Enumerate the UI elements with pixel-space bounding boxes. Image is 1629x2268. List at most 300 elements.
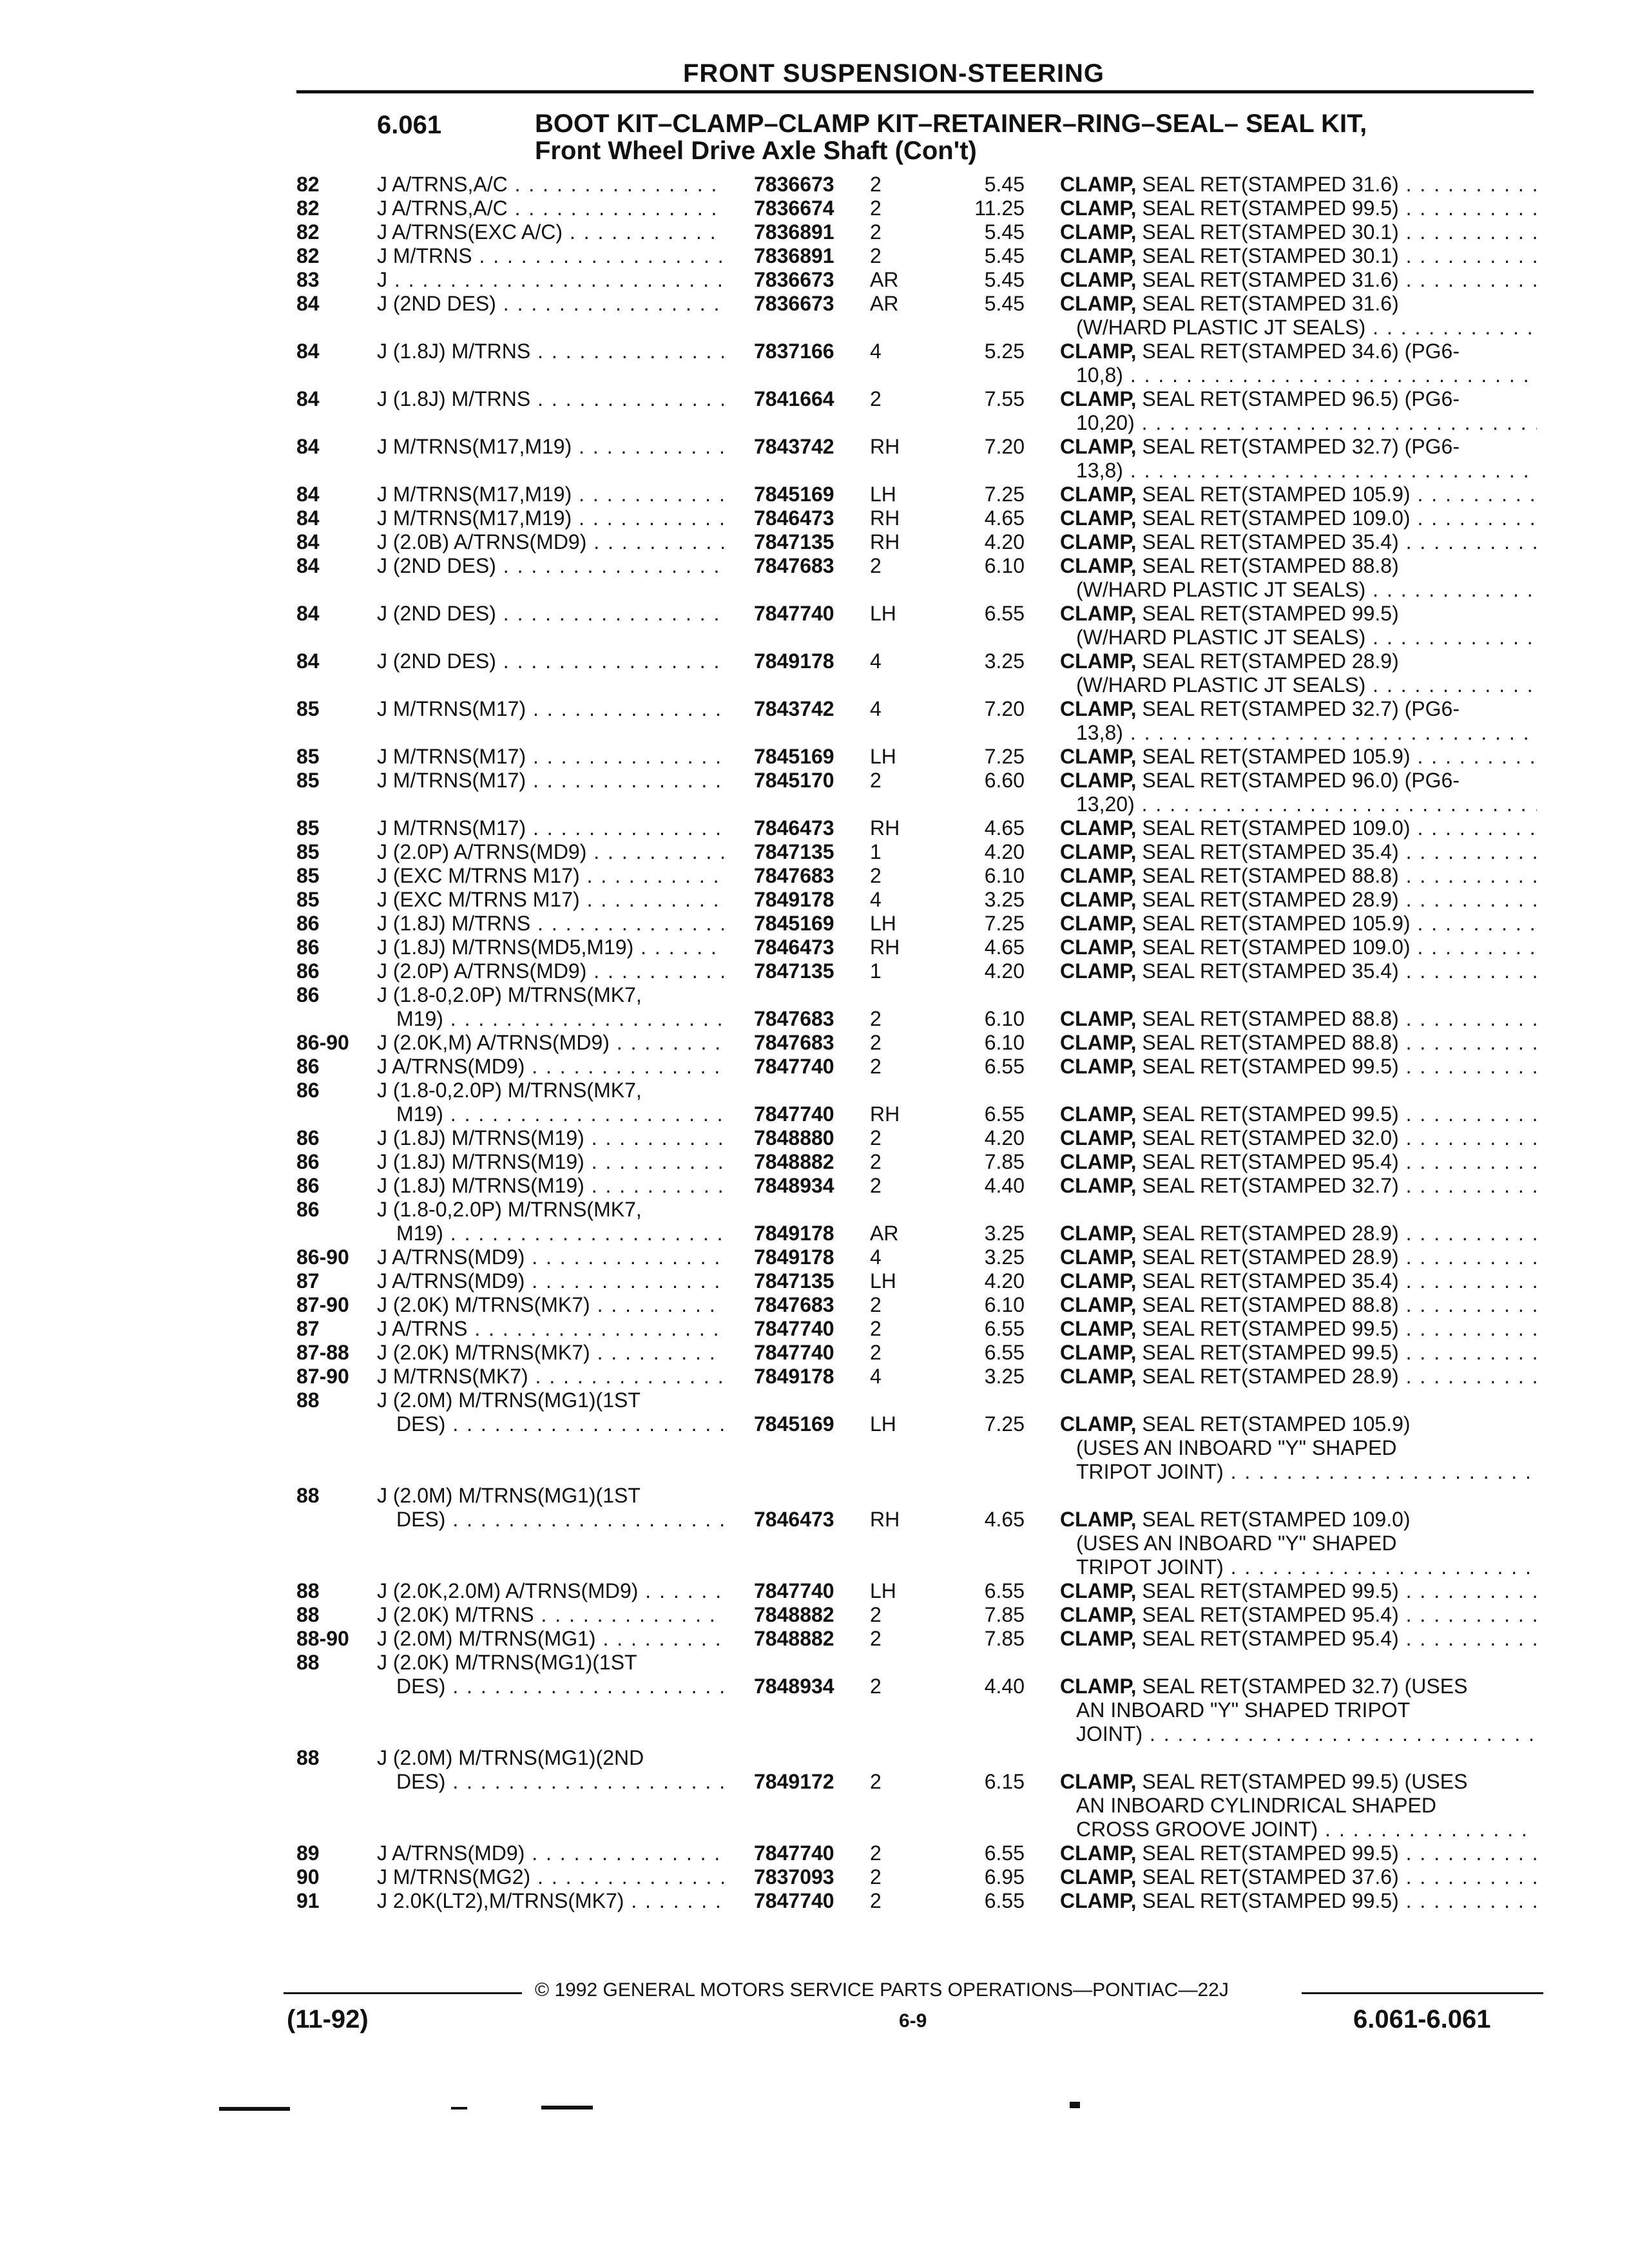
class-description [1060,1007,1537,1031]
ref-number: 91 [296,1889,320,1912]
quantity: AR [870,268,899,291]
description-line: J A/TRNS(MD9) . . . [377,1245,724,1269]
application-description [377,602,724,626]
ref-number: 85 [296,745,320,768]
class-description [1060,1627,1537,1651]
description-line: J (2.0B) A/TRNS(MD9) . . . [377,530,724,554]
class-description [1060,340,1537,387]
table-row [0,697,1629,745]
part-number: 7847740 [754,1317,834,1340]
ref-number: 88 [296,1746,320,1769]
class-line: CLAMP, SEAL RET(STAMPED 99.5) . . . [1060,1102,1537,1126]
price: 3.25 [984,1365,1025,1388]
part-number: 7836891 [754,244,834,267]
section-number: 6.061 [377,111,442,139]
part-number: 7847740 [754,1055,834,1078]
quantity: 2 [870,1007,882,1030]
ref-number: 86 [296,1079,320,1102]
description-line: J (1.8J) M/TRNS(M19) . . . [377,1150,724,1174]
ref-number: 86 [296,1198,320,1221]
part-number: 7836673 [754,173,834,196]
footer-rule-right [1302,1992,1543,1994]
price: 6.55 [984,602,1025,625]
quantity: 2 [870,1126,882,1149]
class-line: CLAMP, SEAL RET(STAMPED 109.0) . . . [1060,506,1537,530]
class-description [1060,483,1537,506]
part-number: 7847740 [754,1579,834,1602]
price: 6.55 [984,1341,1025,1364]
class-line: CLAMP, SEAL RET(STAMPED 99.5) . . . [1060,1889,1537,1913]
price: 4.65 [984,816,1025,840]
part-number: 7845170 [754,769,834,792]
table-row [0,1293,1629,1317]
part-number: 7847740 [754,1841,834,1865]
application-description [377,864,724,888]
part-number: 7846473 [754,936,834,959]
class-line: (W/HARD PLASTIC JT SEALS) . . . [1060,578,1537,602]
class-line: (W/HARD PLASTIC JT SEALS) . . . [1060,673,1537,697]
part-number: 7836673 [754,268,834,291]
footer-section-range: 6.061-6.061 [1353,2005,1491,2033]
description-line: J (1.8J) M/TRNS . . . [377,340,724,363]
application-description [377,1269,724,1293]
quantity: LH [870,602,896,625]
description-line: J (1.8-0,2.0P) M/TRNS(MK7, [377,983,642,1006]
description-line: J (2ND DES) . . . [377,602,724,626]
table-row [0,912,1629,936]
ref-number: 87-88 [296,1341,349,1364]
description-line: J (2.0K) M/TRNS(MG1)(1ST [377,1651,637,1674]
ref-number: 86 [296,1126,320,1149]
class-line: (W/HARD PLASTIC JT SEALS) . . . [1060,316,1537,340]
class-line: CLAMP, SEAL RET(STAMPED 28.9) [1060,649,1399,673]
quantity: 2 [870,220,882,244]
part-number: 7847740 [754,1341,834,1364]
class-description [1060,1102,1537,1126]
description-line: J (2.0K) M/TRNS(MK7) . . . [377,1293,724,1317]
price: 4.20 [984,1269,1025,1293]
table-row [0,1126,1629,1150]
application-description [377,340,724,363]
ref-number: 85 [296,864,320,887]
quantity: RH [870,816,900,840]
class-line: (W/HARD PLASTIC JT SEALS) . . . [1060,626,1537,649]
part-number: 7847135 [754,959,834,983]
part-number: 7849178 [754,1245,834,1269]
ref-number: 88 [296,1651,320,1674]
description-line: J (2ND DES) . . . [377,554,724,578]
application-description [377,1365,724,1389]
application-description [377,1174,724,1198]
price: 4.65 [984,936,1025,959]
part-number: 7837093 [754,1865,834,1888]
price: 6.55 [984,1317,1025,1340]
class-description [1060,530,1537,554]
ref-number: 88 [296,1484,320,1507]
class-line: 10,8) . . . [1060,363,1537,387]
quantity: 2 [870,1841,882,1865]
class-description [1060,244,1537,268]
table-row [0,1865,1629,1889]
application-description [377,292,724,316]
table-row [0,840,1629,864]
description-line: J M/TRNS(M17,M19) . . . [377,483,724,506]
description-line: J (2.0K,2.0M) A/TRNS(MD9) . . . [377,1579,724,1603]
class-description [1060,840,1537,864]
application-description [377,1079,724,1126]
footer-rule-left [284,1992,522,1994]
description-line: J M/TRNS(MK7) . . . [377,1365,724,1389]
price: 5.45 [984,173,1025,196]
class-line: CLAMP, SEAL RET(STAMPED 88.8) . . . [1060,1031,1537,1055]
application-description [377,1579,724,1603]
description-line: J (2ND DES) . . . [377,649,724,673]
quantity: AR [870,1222,899,1245]
quantity: LH [870,912,896,935]
price: 6.60 [984,769,1025,792]
price: 7.20 [984,435,1025,458]
quantity: 2 [870,1341,882,1364]
class-line: (USES AN INBOARD "Y" SHAPED [1076,1436,1397,1459]
ref-number: 87 [296,1269,320,1293]
price: 6.10 [984,1007,1025,1030]
part-number: 7847135 [754,840,834,863]
table-row [0,268,1629,292]
ref-number: 88-90 [296,1627,349,1650]
class-description [1060,1412,1537,1484]
part-number: 7848882 [754,1627,834,1650]
table-row [0,1341,1629,1365]
table-row [0,1031,1629,1055]
price: 7.85 [984,1150,1025,1173]
ref-number: 86 [296,959,320,983]
part-number: 7849178 [754,649,834,673]
price: 5.45 [984,292,1025,315]
table-row [0,745,1629,769]
class-line: CROSS GROOVE JOINT) . . . [1060,1818,1537,1841]
application-description [377,1841,724,1865]
part-number: 7846473 [754,506,834,530]
class-description [1060,1317,1537,1341]
description-line: J M/TRNS(M17) . . . [377,769,724,793]
class-description [1060,1865,1537,1889]
application-description [377,483,724,506]
price: 4.65 [984,1508,1025,1531]
description-line: J (EXC M/TRNS M17) . . . [377,864,724,888]
class-description [1060,387,1537,435]
description-line: J (2.0M) M/TRNS(MG1)(2ND [377,1746,644,1769]
application-description [377,840,724,864]
class-line: CLAMP, SEAL RET(STAMPED 99.5) . . . [1060,1341,1537,1365]
class-description [1060,936,1537,959]
table-row [0,554,1629,602]
class-line: CLAMP, SEAL RET(STAMPED 105.9) [1060,1412,1411,1436]
part-number: 7845169 [754,912,834,935]
application-description [377,435,724,459]
class-line: CLAMP, SEAL RET(STAMPED 28.9) . . . [1060,1365,1537,1389]
class-description [1060,1341,1537,1365]
part-number: 7848934 [754,1675,834,1698]
quantity: RH [870,435,900,458]
description-line: M19) . . . [377,1222,724,1245]
quantity: LH [870,745,896,768]
quantity: 2 [870,387,882,410]
ref-number: 86-90 [296,1031,349,1054]
description-line: DES) . . . [377,1508,724,1532]
quantity: 2 [870,1770,882,1793]
ref-number: 84 [296,649,320,673]
price: 6.10 [984,554,1025,577]
class-description [1060,197,1537,220]
part-number: 7847683 [754,1007,834,1030]
price: 7.85 [984,1603,1025,1626]
description-line: M19) . . . [377,1007,724,1031]
footer-page-number: 6-9 [899,2010,927,2032]
quantity: 2 [870,1603,882,1626]
ref-number: 86 [296,1055,320,1078]
part-number: 7843742 [754,697,834,720]
table-row [0,888,1629,912]
part-number: 7845169 [754,1412,834,1436]
ref-number: 84 [296,506,320,530]
class-description [1060,602,1537,649]
quantity: 4 [870,1365,882,1388]
description-line: J A/TRNS(MD9) . . . [377,1269,724,1293]
table-row [0,1079,1629,1126]
price: 4.65 [984,506,1025,530]
class-line: CLAMP, SEAL RET(STAMPED 35.4) . . . [1060,840,1537,864]
application-description [377,1245,724,1269]
class-description [1060,912,1537,936]
application-description [377,1746,724,1794]
price: 7.25 [984,912,1025,935]
price: 6.95 [984,1865,1025,1888]
application-description [377,1293,724,1317]
price: 3.25 [984,649,1025,673]
class-description [1060,220,1537,244]
description-line: J (1.8J) M/TRNS(M19) . . . [377,1126,724,1150]
part-number: 7843742 [754,435,834,458]
quantity: 2 [870,197,882,220]
price: 7.85 [984,1627,1025,1650]
table-row [0,244,1629,268]
table-row [0,1055,1629,1079]
ref-number: 86 [296,983,320,1006]
ref-number: 85 [296,697,320,720]
price: 7.25 [984,1412,1025,1436]
quantity: 4 [870,697,882,720]
ref-number: 86 [296,912,320,935]
class-line: CLAMP, SEAL RET(STAMPED 34.6) (PG6- [1060,340,1460,363]
part-number: 7845169 [754,483,834,506]
table-row [0,1269,1629,1293]
quantity: 2 [870,173,882,196]
description-line: DES) . . . [377,1770,724,1794]
class-description [1060,292,1537,340]
table-row [0,1627,1629,1651]
application-description [377,197,724,220]
table-row [0,292,1629,340]
table-row [0,769,1629,816]
price: 3.25 [984,1245,1025,1269]
table-row [0,1651,1629,1746]
table-row [0,1579,1629,1603]
quantity: RH [870,936,900,959]
description-line: J M/TRNS(M17) . . . [377,697,724,721]
description-line: DES) . . . [377,1412,724,1436]
price: 5.25 [984,340,1025,363]
ref-number: 84 [296,530,320,553]
class-line: 13,8) . . . [1060,459,1537,483]
class-line: 10,20) . . . [1060,411,1537,435]
ref-number: 87-90 [296,1365,349,1388]
application-description [377,888,724,912]
price: 4.20 [984,840,1025,863]
table-row [0,435,1629,483]
ref-number: 85 [296,840,320,863]
class-line: CLAMP, SEAL RET(STAMPED 31.6) [1060,292,1399,315]
description-line: J (2.0M) M/TRNS(MG1)(1ST [377,1484,641,1507]
table-row [0,220,1629,244]
class-line: CLAMP, SEAL RET(STAMPED 105.9) . . . [1060,912,1537,936]
class-description [1060,1603,1537,1627]
price: 6.10 [984,1031,1025,1054]
table-row [0,602,1629,649]
application-description [377,1341,724,1365]
class-description [1060,769,1537,816]
class-line: CLAMP, SEAL RET(STAMPED 31.6) . . . [1060,173,1537,197]
class-description [1060,1245,1537,1269]
application-description [377,387,724,411]
table-row [0,483,1629,506]
table-row [0,1317,1629,1341]
ref-number: 84 [296,387,320,410]
class-description [1060,1365,1537,1389]
description-line: J (EXC M/TRNS M17) . . . [377,888,724,912]
table-row [0,1841,1629,1865]
description-line: J (1.8J) M/TRNS(MD5,M19) . . . [377,936,724,959]
class-line: CLAMP, SEAL RET(STAMPED 99.5) . . . [1060,1579,1537,1603]
part-number: 7847740 [754,1889,834,1912]
header-rule [296,90,1534,93]
table-row [0,1365,1629,1389]
part-number: 7849178 [754,1222,834,1245]
description-line: J (2.0K) M/TRNS(MK7) . . . [377,1341,724,1365]
class-line: CLAMP, SEAL RET(STAMPED 99.5) . . . [1060,1841,1537,1865]
class-line: CLAMP, SEAL RET(STAMPED 28.9) . . . [1060,1245,1537,1269]
class-line: CLAMP, SEAL RET(STAMPED 35.4) . . . [1060,530,1537,554]
quantity: 2 [870,1627,882,1650]
description-line: J M/TRNS(M17) . . . [377,816,724,840]
class-line: CLAMP, SEAL RET(STAMPED 99.5) . . . [1060,1317,1537,1341]
quantity: LH [870,483,896,506]
application-description [377,173,724,197]
price: 7.20 [984,697,1025,720]
parts-list [0,173,1629,1913]
class-line: CLAMP, SEAL RET(STAMPED 88.8) . . . [1060,864,1537,888]
class-description [1060,1269,1537,1293]
class-line: CLAMP, SEAL RET(STAMPED 30.1) . . . [1060,220,1537,244]
part-number: 7849178 [754,1365,834,1388]
scan-smudge [541,2106,593,2109]
application-description [377,912,724,936]
class-description [1060,1675,1537,1746]
class-description [1060,1770,1537,1841]
quantity: 2 [870,244,882,267]
class-line: CLAMP, SEAL RET(STAMPED 95.4) . . . [1060,1150,1537,1174]
table-row [0,983,1629,1031]
class-line: CLAMP, SEAL RET(STAMPED 32.7) (PG6- [1060,435,1460,458]
part-number: 7847135 [754,530,834,553]
ref-number: 82 [296,173,320,196]
table-row [0,864,1629,888]
class-line: AN INBOARD "Y" SHAPED TRIPOT [1076,1698,1411,1722]
footer-copyright: © 1992 GENERAL MOTORS SERVICE PARTS OPERATIONS—PONTIAC—22J [535,1979,1229,2001]
ref-number: 82 [296,220,320,244]
section-subtitle: Front Wheel Drive Axle Shaft (Con't) [535,137,977,165]
class-line: CLAMP, SEAL RET(STAMPED 99.5) . . . [1060,197,1537,220]
class-line: CLAMP, SEAL RET(STAMPED 88.8) . . . [1060,1007,1537,1031]
scan-smudge [1070,2102,1080,2108]
table-row [0,1198,1629,1245]
price: 7.25 [984,745,1025,768]
quantity: 2 [870,1675,882,1698]
description-line: J A/TRNS(MD9) . . . [377,1055,724,1079]
table-row [0,1174,1629,1198]
class-line: CLAMP, SEAL RET(STAMPED 32.7) (PG6- [1060,697,1460,720]
application-description [377,745,724,769]
table-row [0,649,1629,697]
footer-date-code: (11-92) [287,2005,369,2033]
ref-number: 90 [296,1865,320,1888]
ref-number: 85 [296,769,320,792]
quantity: LH [870,1412,896,1436]
table-row [0,1746,1629,1841]
price: 6.10 [984,1293,1025,1316]
price: 4.20 [984,1126,1025,1149]
part-number: 7849178 [754,888,834,911]
part-number: 7846473 [754,1508,834,1531]
class-line: CLAMP, SEAL RET(STAMPED 109.0) . . . [1060,816,1537,840]
class-description [1060,1293,1537,1317]
application-description [377,769,724,793]
class-description [1060,1055,1537,1079]
class-description [1060,697,1537,745]
table-row [0,530,1629,554]
description-line: J M/TRNS(M17,M19) . . . [377,435,724,459]
price: 6.55 [984,1102,1025,1126]
description-line: M19) . . . [377,1102,724,1126]
application-description [377,1651,724,1698]
description-line: J A/TRNS . . . [377,1317,724,1341]
ref-number: 84 [296,435,320,458]
description-line: J 2.0K(LT2),M/TRNS(MK7) . . . [377,1889,724,1913]
class-description [1060,435,1537,483]
class-description [1060,1841,1537,1865]
class-line: CLAMP, SEAL RET(STAMPED 96.5) (PG6- [1060,387,1460,410]
scan-smudge [451,2107,467,2109]
application-description [377,816,724,840]
class-description [1060,745,1537,769]
class-line: CLAMP, SEAL RET(STAMPED 105.9) . . . [1060,745,1537,769]
description-line: J (1.8-0,2.0P) M/TRNS(MK7, [377,1079,642,1102]
application-description [377,1865,724,1889]
ref-number: 85 [296,816,320,840]
class-line: CLAMP, SEAL RET(STAMPED 32.7) (USES [1060,1675,1468,1698]
application-description [377,983,724,1031]
ref-number: 87-90 [296,1293,349,1316]
description-line: J M/TRNS(MG2) . . . [377,1865,724,1889]
